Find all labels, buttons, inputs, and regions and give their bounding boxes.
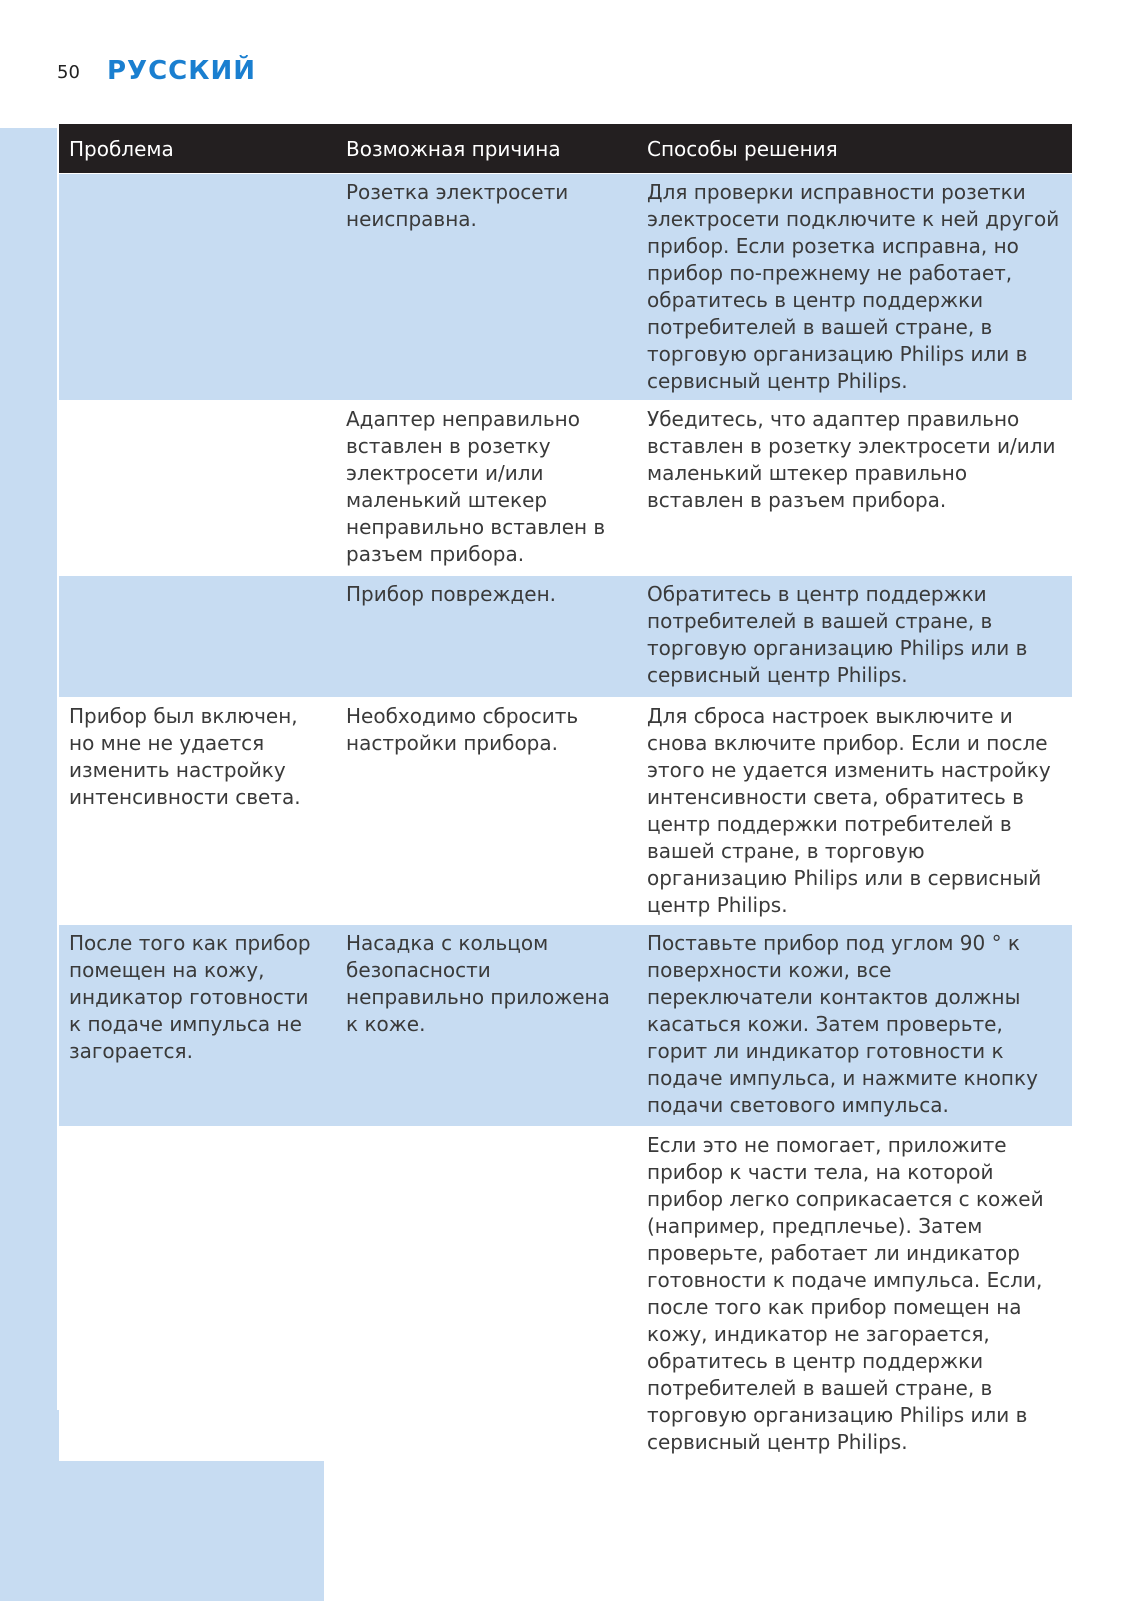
problem-cell [59, 401, 336, 576]
problem-cell [59, 174, 336, 401]
solution-cell: Поставьте прибор под углом 90 ° к поверхности кожи, все переключатели контактов должны касаться кожи. Затем проверьте, горит ли индикатор готовности к подаче импульса, и нажмите кнопку подачи светового импульса. [637, 925, 1072, 1127]
table-row [59, 401, 1072, 576]
table-row [59, 174, 1072, 401]
problem-cell [59, 576, 336, 698]
column-header-solution: Способы решения [637, 124, 1072, 174]
table-row [59, 698, 1072, 925]
table-row [59, 925, 1072, 1127]
solution-cell: Для сброса настроек выключите и снова включите прибор. Если и после этого не удается изменить настройку интенсивности света, обратитесь в центр поддержки потребителей в вашей стране, в торговую организацию Philips или в сервисный центр Philips. [637, 698, 1072, 925]
page-number: 50 [57, 62, 80, 83]
left-color-band [0, 128, 57, 1601]
table-row [59, 576, 1072, 698]
column-header-problem: Проблема [59, 124, 336, 174]
column-header-cause: Возможная причина [336, 124, 637, 174]
cause-cell: Необходимо сбросить настройки прибора. [336, 698, 637, 925]
cause-cell: Адаптер неправильно вставлен в розетку электросети и/или маленький штекер неправильно вставлен в разъем прибора. [336, 401, 637, 576]
problem-cell [59, 1127, 336, 1462]
solution-cell: Убедитесь, что адаптер правильно вставлен в розетку электросети и/или маленький штекер правильно вставлен в разъем прибора. [637, 401, 1072, 576]
problem-cell: Прибор был включен, но мне не удается изменить настройку интенсивности света. [59, 698, 336, 925]
cause-cell: Насадка с кольцом безопасности неправильно приложена к коже. [336, 925, 637, 1127]
problem-cell: После того как прибор помещен на кожу, индикатор готовности к подаче импульса не загорается. [59, 925, 336, 1127]
cause-cell: Розетка электросети неисправна. [336, 174, 637, 401]
table-header-row [59, 124, 1072, 174]
solution-cell: Если это не помогает, приложите прибор к части тела, на которой прибор легко соприкасается с кожей (например, предплечье). Затем проверьте, работает ли индикатор готовности к подаче импульса. Если, после того как прибор помещен на кожу, индикатор не загорается, обратитесь в центр поддержки потребителей в вашей стране, в торговую организацию Philips или в сервисный центр Philips. [637, 1127, 1072, 1462]
cause-cell: Прибор поврежден. [336, 576, 637, 698]
solution-cell: Для проверки исправности розетки электросети подключите к ней другой прибор. Если розетка исправна, но прибор по-прежнему не работает, обратитесь в центр поддержки потребителей в вашей стране, в торговую организацию Philips или в сервисный центр Philips. [637, 174, 1072, 401]
language-title: РУССКИЙ [107, 56, 257, 86]
table-row [59, 1127, 1072, 1462]
troubleshooting-table [59, 124, 1072, 1461]
solution-cell: Обратитесь в центр поддержки потребителей в вашей стране, в торговую организацию Philips или в сервисный центр Philips. [637, 576, 1072, 698]
cause-cell [336, 1127, 637, 1462]
